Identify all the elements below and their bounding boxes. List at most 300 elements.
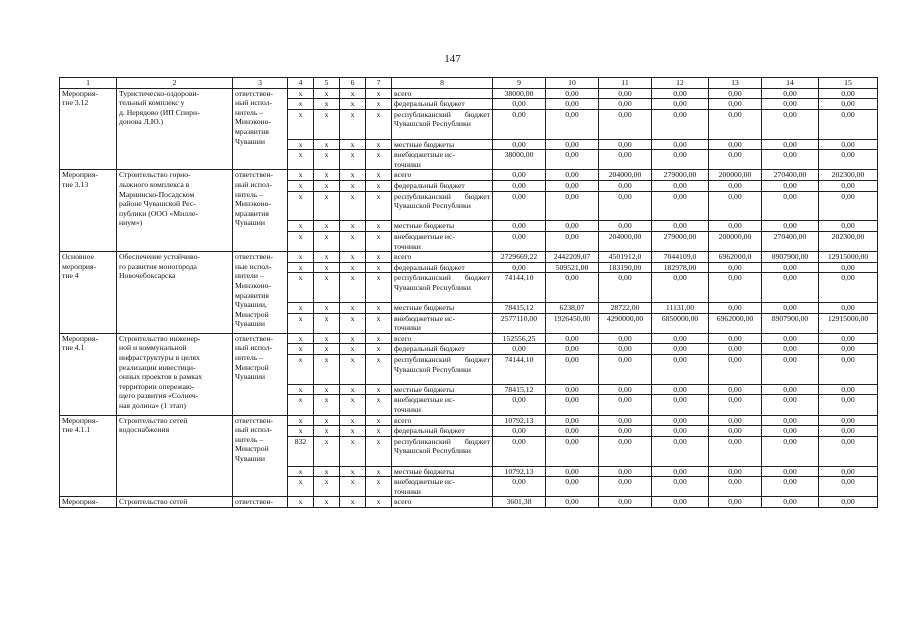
funding-source-cell: федеральный бюджет	[392, 99, 493, 110]
code-cell: х	[340, 466, 366, 477]
amount-cell: 0,00	[493, 262, 546, 273]
code-cell: х	[288, 384, 314, 395]
code-cell: х	[340, 150, 366, 170]
code-cell: х	[340, 170, 366, 181]
responsible-cell: ответствен- ный испол- нитель – Минэконо- мразвития Чувашии	[233, 170, 288, 252]
amount-cell: 0,00	[546, 344, 599, 355]
amount-cell: 0,00	[819, 273, 878, 303]
responsible-cell: ответствен-	[233, 497, 288, 508]
amount-cell: 0,00	[819, 466, 878, 477]
amount-cell: 0,00	[546, 139, 599, 150]
code-cell: х	[340, 313, 366, 333]
funding-source-cell: республиканский бюджет Чувашской Республики	[392, 273, 493, 303]
amount-cell: 0,00	[762, 99, 819, 110]
table-row	[60, 333, 878, 344]
code-cell: х	[366, 303, 392, 314]
amount-cell: 0,00	[493, 139, 546, 150]
code-cell: х	[314, 395, 340, 415]
amount-cell: 0,00	[762, 303, 819, 314]
funding-source-cell: внебюджетные ис- точники	[392, 150, 493, 170]
code-cell: х	[288, 191, 314, 221]
amount-cell: 0,00	[599, 273, 652, 303]
code-cell: 832	[288, 436, 314, 466]
amount-cell: 0,00	[652, 436, 709, 466]
funding-source-cell: федеральный бюджет	[392, 344, 493, 355]
column-number: 9	[493, 78, 546, 89]
event-name-cell: Строительство сетей	[117, 497, 233, 508]
amount-cell: 0,00	[599, 333, 652, 344]
amount-cell: 0,00	[709, 355, 762, 385]
amount-cell: 0,00	[546, 497, 599, 508]
responsible-cell: ответствен- ные испол- нители – Минэконо- мразвития Чувашии, Минстрой Чувашии	[233, 252, 288, 334]
amount-cell: 2577110,00	[493, 313, 546, 333]
amount-cell: 78415,12	[493, 303, 546, 314]
code-cell: х	[366, 436, 392, 466]
amount-cell: 0,00	[599, 191, 652, 221]
amount-cell: 0,00	[599, 497, 652, 508]
code-cell: х	[314, 313, 340, 333]
code-cell: х	[314, 384, 340, 395]
amount-cell: 2442209,07	[546, 252, 599, 263]
amount-cell: 0,00	[762, 109, 819, 139]
amount-cell: 0,00	[652, 191, 709, 221]
code-cell: х	[366, 497, 392, 508]
amount-cell: 279000,00	[652, 231, 709, 251]
amount-cell: 0,00	[819, 88, 878, 99]
amount-cell: 0,00	[709, 344, 762, 355]
amount-cell: 0,00	[546, 231, 599, 251]
amount-cell: 0,00	[709, 477, 762, 497]
amount-cell: 0,00	[652, 221, 709, 232]
code-cell: х	[366, 180, 392, 191]
amount-cell: 0,00	[493, 477, 546, 497]
code-cell: х	[288, 262, 314, 273]
amount-cell: 0,00	[546, 221, 599, 232]
code-cell: х	[314, 273, 340, 303]
code-cell: х	[314, 333, 340, 344]
code-cell: х	[314, 436, 340, 466]
amount-cell: 182978,00	[652, 262, 709, 273]
amount-cell: 0,00	[709, 426, 762, 437]
amount-cell: 0,00	[709, 150, 762, 170]
column-number: 3	[233, 78, 288, 89]
amount-cell: 0,00	[819, 109, 878, 139]
amount-cell: 0,00	[709, 191, 762, 221]
amount-cell: 0,00	[652, 180, 709, 191]
code-cell: х	[340, 191, 366, 221]
amount-cell: 8907900,00	[762, 313, 819, 333]
amount-cell: 1926450,00	[546, 313, 599, 333]
event-name-cell: Туристическо-оздорови- тельный комплекс у д. Нерядово (ИП Спири- донова Л.Ю.)	[117, 88, 233, 170]
code-cell: х	[314, 497, 340, 508]
code-cell: х	[340, 221, 366, 232]
column-number: 13	[709, 78, 762, 89]
code-cell: х	[366, 415, 392, 426]
amount-cell: 0,00	[652, 395, 709, 415]
code-cell: х	[314, 231, 340, 251]
amount-cell: 0,00	[709, 262, 762, 273]
code-cell: х	[340, 231, 366, 251]
amount-cell: 0,00	[652, 109, 709, 139]
amount-cell: 0,00	[819, 180, 878, 191]
funding-source-cell: местные бюджеты	[392, 384, 493, 395]
funding-source-cell: всего	[392, 415, 493, 426]
funding-source-cell: республиканский бюджет Чувашской Республики	[392, 191, 493, 221]
amount-cell: 0,00	[652, 497, 709, 508]
amount-cell: 0,00	[819, 384, 878, 395]
amount-cell: 0,00	[493, 99, 546, 110]
code-cell: х	[288, 355, 314, 385]
amount-cell: 0,00	[546, 333, 599, 344]
amount-cell: 0,00	[709, 99, 762, 110]
amount-cell: 0,00	[652, 139, 709, 150]
column-number: 15	[819, 78, 878, 89]
event-name-cell: Строительство сетей водоснабжения	[117, 415, 233, 497]
event-number-cell: Мероприя-	[60, 497, 117, 508]
column-number: 6	[340, 78, 366, 89]
amount-cell: 6962000,0	[709, 252, 762, 263]
code-cell: х	[288, 466, 314, 477]
amount-cell: 0,00	[819, 477, 878, 497]
amount-cell: 3601,38	[493, 497, 546, 508]
amount-cell: 279000,00	[652, 170, 709, 181]
amount-cell: 0,00	[599, 477, 652, 497]
amount-cell: 0,00	[819, 150, 878, 170]
code-cell: х	[366, 231, 392, 251]
code-cell: х	[340, 395, 366, 415]
amount-cell: 0,00	[546, 109, 599, 139]
amount-cell: 8907900,00	[762, 252, 819, 263]
amount-cell: 0,00	[762, 384, 819, 395]
column-number: 5	[314, 78, 340, 89]
event-name-cell: Строительство инженер- ной и коммунальной инфраструктуры в целях реализации инвестици- онных проектов в рамках территории опережаю- щего развития «Солнеч- ная долина» (1 этап)	[117, 333, 233, 415]
code-cell: х	[340, 497, 366, 508]
code-cell: х	[288, 303, 314, 314]
funding-source-cell: внебюджетные ис- точники	[392, 477, 493, 497]
code-cell: х	[288, 150, 314, 170]
amount-cell: 0,00	[546, 477, 599, 497]
funding-source-cell: всего	[392, 497, 493, 508]
amount-cell: 0,00	[546, 170, 599, 181]
funding-source-cell: республиканский бюджет Чувашской Республики	[392, 109, 493, 139]
amount-cell: 6238,07	[546, 303, 599, 314]
amount-cell: 0,00	[819, 221, 878, 232]
responsible-cell: ответствен- ный испол- нитель – Минстрой Чувашии	[233, 333, 288, 415]
code-cell: х	[366, 333, 392, 344]
column-number: 1	[60, 78, 117, 89]
funding-source-cell: республиканский бюджет Чувашской Республики	[392, 355, 493, 385]
event-number-cell: Мероприя- тие 4.1	[60, 333, 117, 415]
amount-cell: 0,00	[493, 221, 546, 232]
amount-cell: 0,00	[762, 262, 819, 273]
responsible-cell: ответствен- ный испол- нитель – Минстрой Чувашии	[233, 415, 288, 497]
amount-cell: 270400,00	[762, 231, 819, 251]
funding-source-cell: внебюджетные ис- точники	[392, 313, 493, 333]
code-cell: х	[288, 477, 314, 497]
amount-cell: 0,00	[709, 436, 762, 466]
amount-cell: 0,00	[709, 384, 762, 395]
amount-cell: 0,00	[599, 221, 652, 232]
amount-cell: 0,00	[599, 139, 652, 150]
amount-cell: 0,00	[709, 395, 762, 415]
code-cell: х	[314, 466, 340, 477]
funding-source-cell: всего	[392, 333, 493, 344]
amount-cell: 28722,00	[599, 303, 652, 314]
code-cell: х	[314, 252, 340, 263]
funding-source-cell: местные бюджеты	[392, 221, 493, 232]
code-cell: х	[288, 313, 314, 333]
code-cell: х	[288, 273, 314, 303]
amount-cell: 2729669,22	[493, 252, 546, 263]
funding-source-cell: местные бюджеты	[392, 139, 493, 150]
amount-cell: 0,00	[709, 221, 762, 232]
amount-cell: 0,00	[652, 384, 709, 395]
amount-cell: 0,00	[762, 191, 819, 221]
code-cell: х	[366, 139, 392, 150]
amount-cell: 0,00	[493, 180, 546, 191]
amount-cell: 0,00	[762, 415, 819, 426]
amount-cell: 0,00	[546, 150, 599, 170]
amount-cell: 0,00	[493, 436, 546, 466]
code-cell: х	[288, 395, 314, 415]
amount-cell: 0,00	[652, 88, 709, 99]
code-cell: х	[314, 99, 340, 110]
amount-cell: 0,00	[709, 415, 762, 426]
code-cell: х	[366, 221, 392, 232]
amount-cell: 0,00	[546, 273, 599, 303]
amount-cell: 0,00	[709, 139, 762, 150]
amount-cell: 0,00	[762, 497, 819, 508]
funding-source-cell: республиканский бюджет Чувашской Республики	[392, 436, 493, 466]
amount-cell: 0,00	[819, 497, 878, 508]
table-row	[60, 415, 878, 426]
amount-cell: 0,00	[709, 466, 762, 477]
column-number: 12	[652, 78, 709, 89]
code-cell: х	[288, 170, 314, 181]
amount-cell: 0,00	[546, 426, 599, 437]
code-cell: х	[314, 139, 340, 150]
code-cell: х	[366, 384, 392, 395]
amount-cell: 204000,00	[599, 231, 652, 251]
amount-cell: 0,00	[599, 436, 652, 466]
amount-cell: 0,00	[819, 344, 878, 355]
amount-cell: 202300,00	[819, 170, 878, 181]
amount-cell: 38000,00	[493, 150, 546, 170]
column-number: 4	[288, 78, 314, 89]
code-cell: х	[366, 313, 392, 333]
code-cell: х	[340, 262, 366, 273]
code-cell: х	[366, 88, 392, 99]
amount-cell: 0,00	[819, 303, 878, 314]
code-cell: х	[366, 426, 392, 437]
code-cell: х	[314, 415, 340, 426]
column-number: 2	[117, 78, 233, 89]
code-cell: х	[314, 170, 340, 181]
amount-cell: 204000,00	[599, 170, 652, 181]
amount-cell: 183190,00	[599, 262, 652, 273]
table-row	[60, 170, 878, 181]
funding-source-cell: федеральный бюджет	[392, 262, 493, 273]
amount-cell: 0,00	[709, 333, 762, 344]
column-number: 14	[762, 78, 819, 89]
amount-cell: 11131,00	[652, 303, 709, 314]
amount-cell: 0,00	[819, 139, 878, 150]
funding-source-cell: местные бюджеты	[392, 303, 493, 314]
code-cell: х	[288, 415, 314, 426]
column-number: 11	[599, 78, 652, 89]
amount-cell: 0,00	[762, 150, 819, 170]
event-name-cell: Обеспечение устойчиво- го развития моногорода Новочебоксарска	[117, 252, 233, 334]
code-cell: х	[366, 262, 392, 273]
amount-cell: 0,00	[546, 180, 599, 191]
amount-cell: 0,00	[652, 426, 709, 437]
code-cell: х	[340, 303, 366, 314]
amount-cell: 4290000,00	[599, 313, 652, 333]
funding-source-cell: всего	[392, 252, 493, 263]
code-cell: х	[288, 99, 314, 110]
amount-cell: 152556,25	[493, 333, 546, 344]
amount-cell: 0,00	[599, 384, 652, 395]
amount-cell: 0,00	[493, 231, 546, 251]
amount-cell: 270400,00	[762, 170, 819, 181]
code-cell: х	[366, 344, 392, 355]
code-cell: х	[314, 221, 340, 232]
code-cell: х	[340, 426, 366, 437]
amount-cell: 202300,00	[819, 231, 878, 251]
funding-source-cell: местные бюджеты	[392, 466, 493, 477]
amount-cell: 0,00	[709, 273, 762, 303]
code-cell: х	[340, 99, 366, 110]
amount-cell: 0,00	[493, 170, 546, 181]
page-number: 147	[444, 53, 461, 65]
amount-cell: 0,00	[762, 221, 819, 232]
responsible-cell: ответствен- ный испол- нитель – Минэконо- мразвития Чувашии	[233, 88, 288, 170]
amount-cell: 38000,00	[493, 88, 546, 99]
code-cell: х	[314, 150, 340, 170]
code-cell: х	[288, 252, 314, 263]
amount-cell: 0,00	[493, 395, 546, 415]
code-cell: х	[314, 109, 340, 139]
amount-cell: 4501912,0	[599, 252, 652, 263]
code-cell: х	[340, 252, 366, 263]
amount-cell: 0,00	[493, 109, 546, 139]
amount-cell: 0,00	[652, 150, 709, 170]
code-cell: х	[288, 426, 314, 437]
code-cell: х	[340, 109, 366, 139]
code-cell: х	[314, 477, 340, 497]
amount-cell: 0,00	[819, 395, 878, 415]
amount-cell: 0,00	[546, 355, 599, 385]
amount-cell: 10792,13	[493, 466, 546, 477]
amount-cell: 0,00	[819, 426, 878, 437]
code-cell: х	[340, 477, 366, 497]
code-cell: х	[366, 150, 392, 170]
code-cell: х	[340, 415, 366, 426]
amount-cell: 0,00	[599, 150, 652, 170]
event-number-cell: Мероприя- тие 3.13	[60, 170, 117, 252]
code-cell: х	[314, 303, 340, 314]
amount-cell: 0,00	[709, 303, 762, 314]
amount-cell: 0,00	[762, 477, 819, 497]
amount-cell: 0,00	[599, 466, 652, 477]
amount-cell: 0,00	[762, 139, 819, 150]
code-cell: х	[340, 88, 366, 99]
amount-cell: 0,00	[762, 273, 819, 303]
column-number-row	[60, 78, 878, 89]
code-cell: х	[288, 180, 314, 191]
amount-cell: 0,00	[819, 191, 878, 221]
amount-cell: 0,00	[652, 333, 709, 344]
amount-cell: 12915000,00	[819, 313, 878, 333]
amount-cell: 0,00	[546, 384, 599, 395]
event-number-cell: Основное мероприя- тие 4	[60, 252, 117, 334]
amount-cell: 200000,00	[709, 231, 762, 251]
amount-cell: 0,00	[599, 355, 652, 385]
funding-source-cell: федеральный бюджет	[392, 180, 493, 191]
amount-cell: 0,00	[762, 355, 819, 385]
amount-cell: 0,00	[599, 99, 652, 110]
code-cell: х	[340, 384, 366, 395]
amount-cell: 0,00	[546, 191, 599, 221]
funding-source-cell: всего	[392, 170, 493, 181]
amount-cell: 0,00	[493, 344, 546, 355]
table-row	[60, 252, 878, 263]
amount-cell: 0,00	[493, 426, 546, 437]
amount-cell: 0,00	[652, 99, 709, 110]
funding-source-cell: федеральный бюджет	[392, 426, 493, 437]
amount-cell: 0,00	[762, 426, 819, 437]
table-row	[60, 497, 878, 508]
event-number-cell: Мероприя- тие 3.12	[60, 88, 117, 170]
funding-source-cell: внебюджетные ис- точники	[392, 231, 493, 251]
amount-cell: 0,00	[599, 395, 652, 415]
amount-cell: 0,00	[762, 333, 819, 344]
amount-cell: 0,00	[546, 415, 599, 426]
column-number: 8	[392, 78, 493, 89]
amount-cell: 0,00	[709, 109, 762, 139]
amount-cell: 0,00	[762, 436, 819, 466]
amount-cell: 509521,00	[546, 262, 599, 273]
amount-cell: 0,00	[762, 344, 819, 355]
amount-cell: 0,00	[762, 88, 819, 99]
amount-cell: 12915000,00	[819, 252, 878, 263]
event-name-cell: Строительство горно- лыжного комплекса в Мариинско-Посадском районе Чувашской Рес- публики (ООО «Милле- ниум»)	[117, 170, 233, 252]
amount-cell: 0,00	[652, 273, 709, 303]
code-cell: х	[314, 191, 340, 221]
amount-cell: 0,00	[652, 477, 709, 497]
code-cell: х	[314, 355, 340, 385]
amount-cell: 0,00	[819, 415, 878, 426]
code-cell: х	[366, 395, 392, 415]
code-cell: х	[340, 180, 366, 191]
amount-cell: 0,00	[493, 191, 546, 221]
code-cell: х	[288, 333, 314, 344]
amount-cell: 0,00	[599, 88, 652, 99]
amount-cell: 0,00	[652, 415, 709, 426]
table-row	[60, 88, 878, 99]
amount-cell: 0,00	[819, 99, 878, 110]
code-cell: х	[340, 333, 366, 344]
code-cell: х	[340, 436, 366, 466]
code-cell: х	[288, 497, 314, 508]
code-cell: х	[366, 355, 392, 385]
amount-cell: 200000,00	[709, 170, 762, 181]
code-cell: х	[288, 231, 314, 251]
column-number: 10	[546, 78, 599, 89]
amount-cell: 0,00	[546, 436, 599, 466]
budget-table	[59, 77, 878, 508]
code-cell: х	[314, 344, 340, 355]
